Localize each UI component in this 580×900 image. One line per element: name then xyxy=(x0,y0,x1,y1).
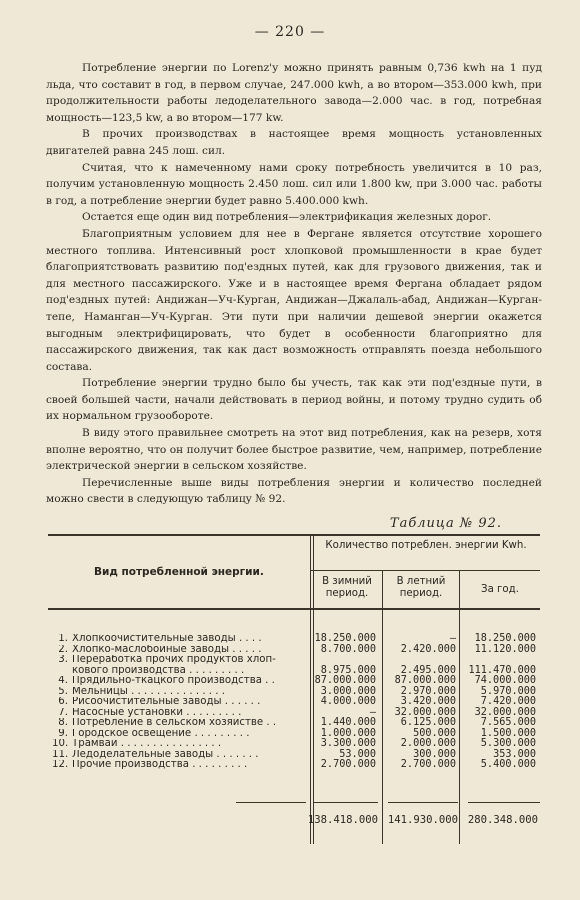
table-row xyxy=(52,687,312,698)
cell-year: 5.970.000 xyxy=(480,685,536,697)
header-year: За год. xyxy=(481,584,519,595)
cell-winter: 3.000.000 xyxy=(320,685,376,697)
winter-column xyxy=(296,634,376,771)
row-number: 11. xyxy=(52,749,69,760)
row-number: 3. xyxy=(58,655,68,665)
row-label: Хлопко-маслобойные заводы . . . . . xyxy=(72,644,262,655)
cell-summer: 32.000.000 xyxy=(394,706,456,718)
table-row xyxy=(52,655,312,666)
row-number: 8. xyxy=(58,718,68,728)
category-column xyxy=(52,634,312,771)
cell-winter: 3.300.000 xyxy=(320,738,376,749)
header-category: Вид потребленной энергии. xyxy=(94,566,264,578)
cell-summer xyxy=(376,655,456,666)
cell-year: 32.000.000 xyxy=(474,706,536,718)
row-label: Переработка прочих продуктов хлоп- xyxy=(72,655,276,665)
header-subrule xyxy=(311,570,540,571)
table-row xyxy=(52,750,312,761)
cell-year: 5.400.000 xyxy=(480,759,536,770)
cell-summer: 2.420.000 xyxy=(400,643,456,655)
row-number: 4. xyxy=(58,676,68,686)
cell-year: 7.565.000 xyxy=(480,717,536,728)
table-row xyxy=(52,676,312,687)
cell-summer: 2.000.000 xyxy=(400,738,456,749)
paragraph: Благоприятным условием для нее в Фергане является отсутствие хорошего местного топлива. Интенсивный рост хлопковой промышленности в крае будет благоприятствовать развитию под'ездных путей, как для грузового движения, так и для местного пассажирского. Уже и в настоящее время Фергана обладает рядом под'ездных путей: Андижан—Уч-Курган, Андижан—Джалаль-абад, Андижан—Курган-тепе, Наманган—Уч-Курган. Эти пути при наличии дешевой энергии окажется выгодным электрифицировать, что будет в особенности благоприятно для пассажирского движения, так как даст возможность отправлять поезда небольшого состава. xyxy=(46,227,542,373)
row-number: 2. xyxy=(58,644,68,655)
table-row xyxy=(52,634,312,645)
row-label: Насосные установки . . . . . . . . . xyxy=(72,707,242,718)
cell-year: 1.500.000 xyxy=(480,727,536,739)
cell-summer: 2.700.000 xyxy=(400,759,456,770)
cell-summer: — xyxy=(449,633,456,644)
cell-year: 18.250.000 xyxy=(474,633,536,644)
header-quantity: Количество потреблен. энергии Kwh. xyxy=(325,540,527,551)
total-year: 280.348.000 xyxy=(467,814,538,826)
table-caption: Таблица № 92. xyxy=(389,516,502,531)
table-row xyxy=(52,760,312,771)
header-summer: В летний период. xyxy=(396,576,446,599)
table-row xyxy=(52,666,312,677)
row-number: 10. xyxy=(52,739,69,749)
row-label: Хлопкоочистительные заводы . . . . xyxy=(72,634,262,644)
paragraph: В виду этого правильнее смотреть на этот вид потребления, как на резерв, хотя вполне вероятно, что он получит более быстрое развитие, чем, например, потребление электрической энергии в сельском хозяйстве. xyxy=(46,427,542,473)
paragraph: Перечисленные выше виды потребления энергии и количество последней можно свести в следующую таблицу № 92. xyxy=(46,476,542,506)
row-number: 12. xyxy=(52,760,69,770)
paragraph: Остается еще один вид потребления—электрификация железных дорог. xyxy=(82,211,492,224)
row-number: 5. xyxy=(58,686,68,697)
row-label: Потребление в сельском хозяйстве . . xyxy=(72,718,277,728)
cell-year: 11.120.000 xyxy=(474,643,536,655)
cell-winter: 8.700.000 xyxy=(320,643,376,655)
summer-column xyxy=(376,634,456,771)
total-winter: 138.418.000 xyxy=(307,814,378,826)
table-row xyxy=(52,718,312,729)
row-label: Ледоделательные заводы . . . . . . . xyxy=(72,749,259,760)
paragraph: Считая, что к намеченному нами сроку потребность увеличится в 10 раз, получим установленную мощность 2.450 лош. сил или 1.800 kw, при 3.000 час. работы в год, а потребление энергии будет равно 5.400.000 kwh. xyxy=(46,161,542,207)
cell-summer: 2.495.000 xyxy=(400,664,456,676)
row-label: кового производства . . . . . . . . . xyxy=(72,665,245,676)
table-row xyxy=(52,708,312,719)
total-rule-winter xyxy=(314,802,378,803)
total-summer: 141.930.000 xyxy=(387,814,458,826)
cell-summer: 2.970.000 xyxy=(400,685,456,697)
paragraph: Потребление энергии трудно было бы учесть, так как эти под'ездные пути, в своей большей части, начали действовать в период войны, и потому трудно судить об их нормальном грузообороте. xyxy=(46,377,542,423)
row-label: Рисоочистительные заводы . . . . . . xyxy=(72,697,261,707)
row-label: Прядильно-ткацкого производства . . xyxy=(72,676,275,686)
row-label: Городское освещение . . . . . . . . . xyxy=(72,728,250,739)
cell-summer: 3.420.000 xyxy=(400,696,456,707)
cell-winter: 4.000.000 xyxy=(320,696,376,707)
cell-year: 5.300.000 xyxy=(480,738,536,749)
cell-summer: 6.125.000 xyxy=(400,717,456,728)
cell-year: 353.000 xyxy=(493,748,536,760)
row-label: Прочие производства . . . . . . . . . xyxy=(72,760,248,770)
cell-winter: 87.000.000 xyxy=(314,675,376,686)
paragraph: Потребление энергии по Lorenz'у можно принять равным 0,736 kwh на 1 пуд льда, что составит в год, в первом случае, 247.000 kwh, а во втором—353.000 kwh, при продолжительности работы ледоделательного завода—2.000 час. в год, потребная мощность—123,5 kw, а во втором—177 kw. xyxy=(46,62,542,124)
header-bottom-rule xyxy=(48,608,540,610)
header-winter: В зимний период. xyxy=(322,576,372,599)
cell-year: 111.470.000 xyxy=(468,664,536,676)
table-row xyxy=(52,729,312,740)
name-col-rule xyxy=(236,802,306,803)
paragraph: В прочих производствах в настоящее время мощность установленных двигателей равна 245 лош. сил. xyxy=(46,128,542,157)
cell-summer: 300.000 xyxy=(413,748,456,760)
table-top-rule xyxy=(48,534,540,536)
row-label: Мельницы . . . . . . . . . . . . . . . xyxy=(72,686,225,697)
table-row xyxy=(52,645,312,656)
total-rule-year xyxy=(468,802,540,803)
cell-winter: 1.000.000 xyxy=(320,727,376,739)
cell-winter: 18.250.000 xyxy=(314,633,376,644)
row-number: 6. xyxy=(58,697,68,707)
year-column xyxy=(456,634,536,771)
cell-summer: 500.000 xyxy=(413,727,456,739)
row-label: Трамвай . . . . . . . . . . . . . . . . xyxy=(72,739,222,749)
row-number: 9. xyxy=(58,728,68,739)
consumption-table xyxy=(48,534,540,844)
cell-winter: — xyxy=(369,706,376,718)
cell-summer: 87.000.000 xyxy=(394,675,456,686)
cell-winter: 8.975.000 xyxy=(320,664,376,676)
cell-winter: 53.000 xyxy=(339,748,376,760)
row-number: 1. xyxy=(58,634,68,644)
cell-winter: 2.700.000 xyxy=(320,759,376,770)
table-row xyxy=(52,697,312,708)
total-rule-summer xyxy=(388,802,458,803)
cell-year xyxy=(456,655,536,666)
cell-winter xyxy=(296,655,376,666)
cell-year: 74.000.000 xyxy=(474,675,536,686)
body-text xyxy=(46,60,542,508)
cell-year: 7.420.000 xyxy=(480,696,536,707)
table-row xyxy=(52,739,312,750)
page-number: — 220 — xyxy=(254,24,326,40)
cell-winter: 1.440.000 xyxy=(320,717,376,728)
row-number: 7. xyxy=(58,707,68,718)
